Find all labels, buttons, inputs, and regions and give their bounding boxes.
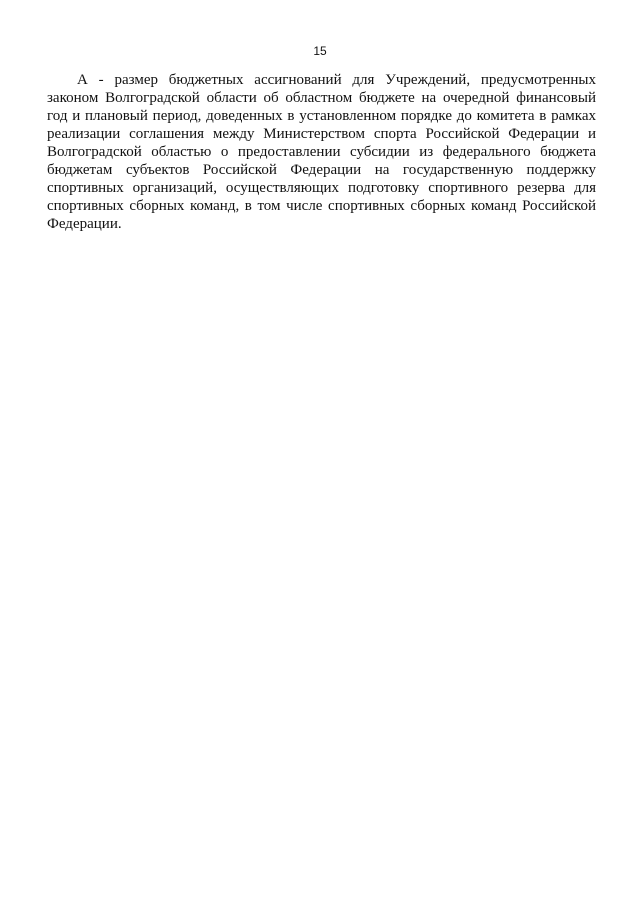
page-number: 15 [313,44,327,58]
body-paragraph: А - размер бюджетных ассигнований для Учреждений, предусмотренных законом Волгоградской области об областном бюджете на очередной финансовый год и плановый период, доведенных в установленном порядке до комитета в рамках реализации соглашения между Министерством спорта Российской Федерации и Волгоградской областью о предоставлении субсидии из федерального бюджета бюджетам субъектов Российской Федерации на государственную поддержку спортивных организаций, осуществляющих подготовку спортивного резерва для спортивных сборных команд, в том числе спортивных сборных команд Российской Федерации. [47,72,596,232]
